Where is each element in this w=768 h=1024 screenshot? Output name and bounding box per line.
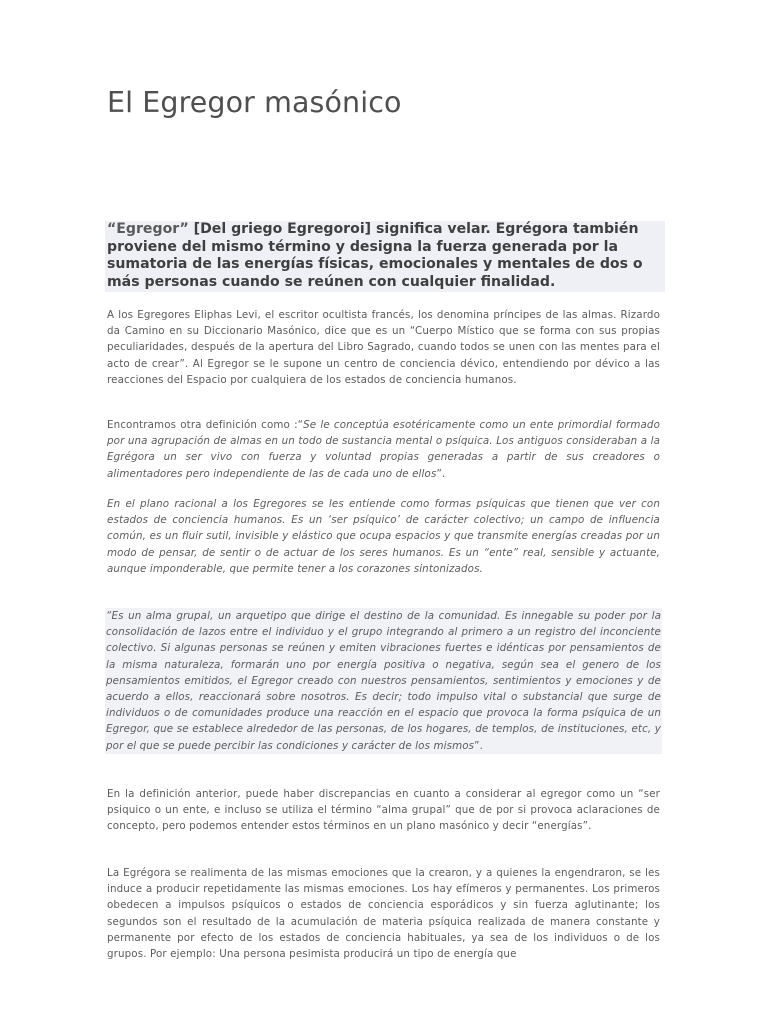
paragraph-end: ”. [474, 739, 483, 752]
paragraph-quote: Se le conceptúa esotéricamente como un ente primordial formado por una agrupación de almas en un todo de sustancia mental o psíquica. Los antiguos consideraban a la Egrégora un ser vivo con fuerza y voluntad propias generadas a partir de sus creadores o alimentadores pero independiente de las de cada uno de ellos [107, 419, 660, 480]
lead-text: [Del griego Egregoroi] significa velar. Egrégora también proviene del mismo término y designa la fuerza generada por la sumatoria de las energías físicas, emocionales y mentales de dos o más personas cuando se reúnen con cualquier finalidad. [107, 221, 643, 290]
paragraph-intro: Encontramos otra definición como :“ [107, 419, 304, 431]
paragraph-plano-racional: En el plano racional a los Egregores se les entiende como formas psíquicas que tienen que ver con estados de conciencia humanos. Es un ‘ser psíquico’ de carácter colectivo; un campo de influencia común, es un fluir sutil, invisible y elástico que ocupa espacios y que transmite energías creadas por un modo de pensar, de sentir o de actuar de los seres humanos. Es un “ente” real, sensible y actuante, aunque imponderable, que permite tener a los corazones sintonizados. [107, 498, 660, 575]
paragraph-egregora-realimenta: La Egrégora se realimenta de las mismas emociones que la crearon, y a quienes la engendraron, se les induce a producir repetidamente las mismas emociones. Los hay efímeros y permanentes. Los primeros obedecen a impulsos psíquicos o estados de conciencia esporádicos y sin fuerza aglutinante; los segundos son el resultado de la acumulación de materia psíquica realizada de manera constante y permanente por efecto de los estados de conciencia habituales, ya sea de los individuos o de los grupos. Por ejemplo: Una persona pesimista producirá un tipo de energía que [107, 867, 660, 961]
lead-paragraph [105, 221, 665, 292]
paragraph-quote: “Es un alma grupal, un arquetipo que dirige el destino de la comunidad. Es innegable su poder por la consolidación de lazos entre el individuo y el grupo integrando al primero a un registro del inconciente colectivo. Si algunas personas se reúnen y emiten vibraciones fuertes e idénticas por pensamientos de la misma naturaleza, formarán uno por energía positiva o negativa, según sea el genero de los pensamientos emitidos, el Egregor creado con nuestros pensamientos, sentimientos y emociones y de acuerdo a ellos, reaccionará sobre nosotros. Es decir; todo impulso vital o substancial que surge de individuos o de comunidades produce una reacción en el espacio que provoca la forma psíquica de un Egregor, que se establece alrededor de las personas, de los hogares, de templos, de instituciones, etc, y por el que se puede percibir las condiciones y carácter de los mismos [106, 610, 661, 752]
lead-term: “Egregor” [107, 221, 189, 237]
paragraph-eliphas-levi: A los Egregores Eliphas Levi, el escritor ocultista francés, los denomina príncipes de las almas. Rizardo da Camino en su Diccionario Masónico, dice que es un “Cuerpo Místico que se forma con sus propias peculiaridades, después de la apertura del Libro Sagrado, cuando todos se unen con las mentes para el acto de crear”. Al Egregor se le supone un centro de conciencia dévico, entendiendo por dévico a las reacciones del Espacio por cualquiera de los estados de conciencia humanos. [107, 309, 660, 386]
page-title: El Egregor masónico [107, 86, 402, 119]
paragraph-definicion-anterior: En la definición anterior, puede haber discrepancias en cuanto a considerar al egregor como un “ser psiquico o un ente, e incluso se utiliza el término “alma grupal” que de por si provoca aclaraciones de concepto, pero podemos entender estos términos en un plano masónico y decir “energías”. [107, 788, 660, 833]
paragraph-otra-definicion [107, 417, 660, 482]
paragraph-end: ”. [436, 467, 446, 480]
paragraph-alma-grupal [105, 608, 662, 754]
